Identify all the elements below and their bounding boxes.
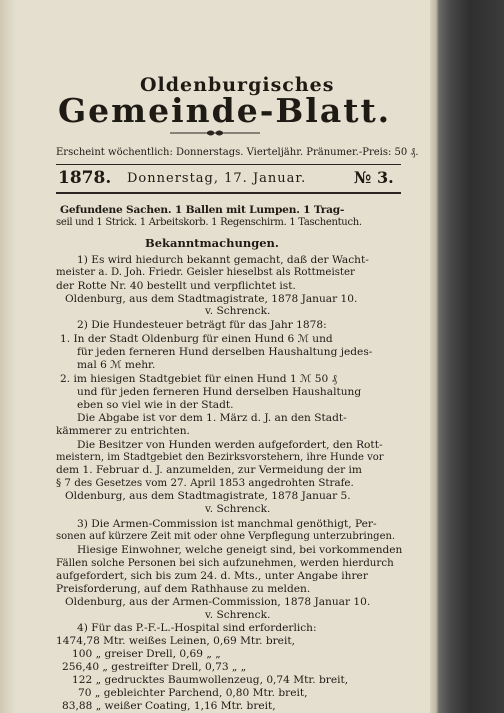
ornament-divider-icon [170, 128, 260, 138]
text-line: aufgefordert, sich bis zum 24. d. Mts., unter Angabe ihrer [56, 569, 368, 582]
section-heading-found-items: Gefundene Sachen. 1 Ballen mit Lumpen. 1 Trag- [60, 204, 345, 216]
list-item: 83,88 „ weißer Coating, 1,16 Mtr. breit, [62, 700, 276, 712]
text-line: 4) Für das P.-F.-L.-Hospital sind erforderlich: [77, 622, 317, 635]
text-line: 1) Es wird hiedurch bekannt gemacht, daß der Wacht- [77, 253, 369, 266]
text-line: § 7 des Gesetzes vom 27. April 1853 angedrohten Strafe. [56, 477, 354, 490]
book-spine [430, 0, 504, 713]
list-item: 1474,78 Mtr. weißes Leinen, 0,69 Mtr. breit, [56, 635, 295, 648]
signature-line: v. Schrenck. [205, 304, 271, 317]
text-line: der Rotte Nr. 40 bestellt und verpflichtet ist. [56, 279, 296, 292]
masthead-rule-bottom [56, 192, 401, 194]
text-line: Die Besitzer von Hunden werden aufgefordert, den Rott- [77, 438, 383, 451]
text-line: für jeden ferneren Hund derselben Haushaltung jedes- [77, 346, 373, 359]
text-line: kämmerer zu entrichten. [56, 424, 190, 437]
text-line: dem 1. Februar d. J. anzumelden, zur Vermeidung der im [56, 464, 362, 477]
text-line: 1. In der Stadt Oldenburg für einen Hund 6 ℳ und [60, 333, 333, 346]
text-line: und für jeden ferneren Hund derselben Haushaltung [77, 385, 362, 398]
list-item: 256,40 „ gestreifter Drell, 0,73 „ „ [62, 661, 247, 674]
masthead-rule-top [56, 164, 401, 165]
text-line: Oldenburg, aus dem Stadtmagistrate, 1878 Januar 5. [65, 490, 351, 503]
issue-number: № 3. [354, 168, 394, 187]
text-line: eben so viel wie in der Stadt. [77, 398, 234, 411]
text-line: seil und 1 Strick. 1 Arbeitskorb. 1 Regenschirm. 1 Taschentuch. [56, 216, 362, 228]
text-line: Oldenburg, aus der Armen-Commission, 1878 Januar 10. [65, 595, 371, 608]
issue-year: 1878. [58, 168, 112, 188]
text-line: sonen auf kürzere Zeit mit oder ohne Verpflegung unterzubringen. [56, 530, 396, 542]
text-line: Die Abgabe ist vor dem 1. März d. J. an den Stadt- [77, 411, 347, 424]
masthead-title: Gemeinde-Blatt. [58, 91, 392, 130]
page-left-edge [0, 0, 16, 713]
masthead-subline: Erscheint wöchentlich: Donnerstags. Vierteljähr. Pränumer.-Preis: 50 ₰. [56, 147, 419, 158]
text-line: meistern, im Stadtgebiet den Bezirksvorstehern, ihre Hunde vor [56, 451, 384, 463]
text-line: 3) Die Armen-Commission ist manchmal genöthigt, Per- [77, 518, 377, 531]
list-item: 100 „ greiser Drell, 0,69 „ „ [72, 648, 221, 661]
text-line: Preisforderung, auf dem Rathhause zu melden. [56, 582, 311, 595]
text-line: Fällen solche Personen bei sich aufzunehmen, werden hierdurch [56, 556, 394, 569]
list-item: 70 „ gebleichter Parchend, 0,80 Mtr. breit, [78, 687, 308, 700]
list-item: 122 „ gedrucktes Baumwollenzeug, 0,74 Mtr. breit, [72, 674, 349, 687]
issue-date: Donnerstag, 17. Januar. [127, 171, 307, 186]
text-line: Hiesige Einwohner, welche geneigt sind, bei vorkommenden [77, 543, 403, 556]
text-line: Oldenburg, aus dem Stadtmagistrate, 1878 Januar 10. [65, 292, 358, 305]
masthead-city: Oldenburgisches [140, 74, 335, 96]
text-line: 2) Die Hundesteuer beträgt für das Jahr 1878: [77, 319, 327, 332]
section-heading-announcements: Bekanntmachungen. [145, 236, 279, 251]
signature-line: v. Schrenck. [205, 503, 271, 516]
text-line: mal 6 ℳ mehr. [77, 359, 156, 372]
signature-line: v. Schrenck. [205, 608, 271, 621]
text-line: 2. im hiesigen Stadtgebiet für einen Hund 1 ℳ 50 ₰ [60, 373, 337, 386]
text-line: meister a. D. Joh. Friedr. Geisler hieselbst als Rottmeister [56, 266, 355, 278]
